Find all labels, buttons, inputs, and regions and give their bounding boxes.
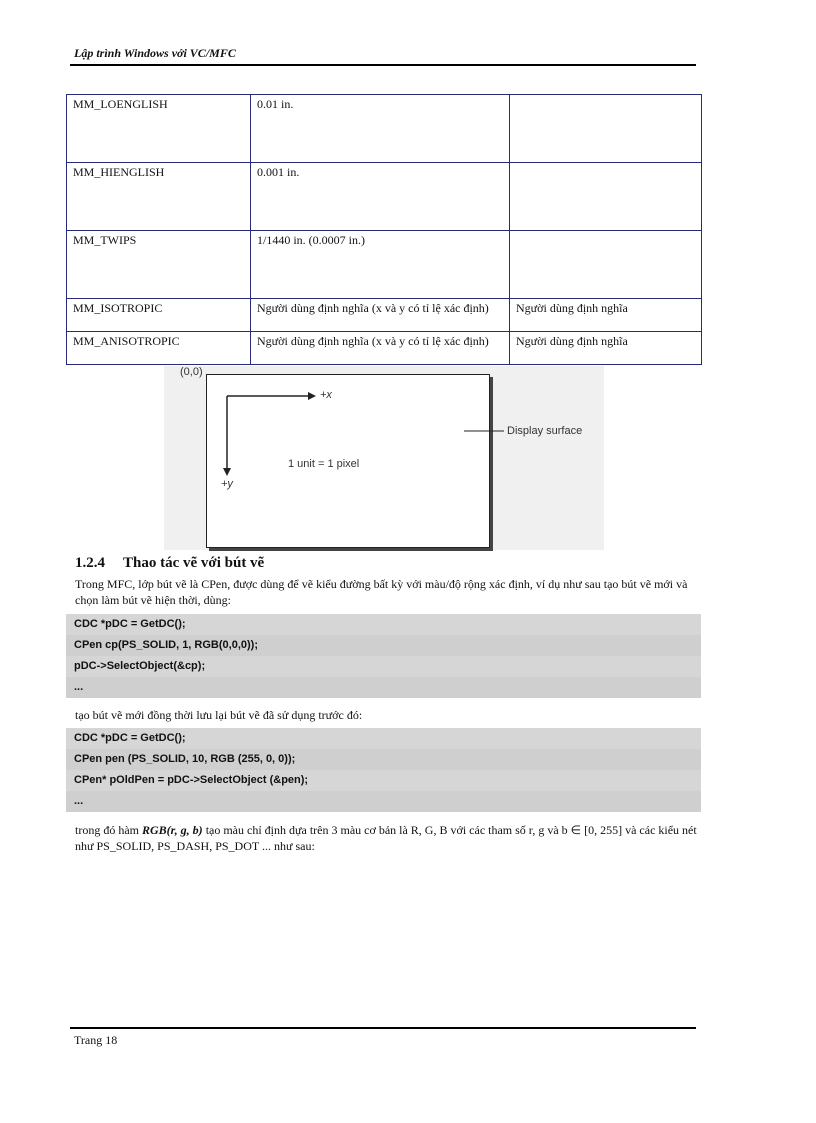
middle-paragraph: tạo bút vẽ mới đồng thời lưu lại bút vẽ đã sử dụng trước đó: <box>75 708 363 722</box>
table-row <box>67 95 702 163</box>
table-cell-unit: Người dùng định nghĩa (x và y có tỉ lệ xác định) <box>251 332 510 365</box>
table-cell-orientation <box>510 95 702 163</box>
axes-drawing <box>164 366 604 550</box>
x-axis-label: +x <box>320 389 332 401</box>
page-number: Trang 18 <box>74 1033 118 1047</box>
table-row <box>67 299 702 332</box>
page-header-title: Lập trình Windows với VC/MFC <box>74 46 236 60</box>
table-cell-mode: MM_LOENGLISH <box>67 95 251 163</box>
coordinate-diagram <box>164 366 604 550</box>
section-heading <box>75 555 264 572</box>
code-block-1 <box>66 614 701 698</box>
code-line: ... <box>66 677 701 698</box>
section-title: Thao tác vẽ với bút vẽ <box>123 555 265 571</box>
table-row <box>67 163 702 231</box>
header-divider <box>70 64 696 66</box>
code-line: CDC *pDC = GetDC(); <box>74 618 186 630</box>
table-row <box>67 332 702 365</box>
code-line: ... <box>66 791 701 812</box>
table-cell-mode: MM_HIENGLISH <box>67 163 251 231</box>
code-line: CPen* pOldPen = pDC->SelectObject (&pen); <box>74 774 309 786</box>
unit-label: 1 unit = 1 pixel <box>288 458 360 470</box>
outro-suffix: tạo màu chỉ định dựa trên 3 màu cơ bản là R, G, B với các tham số r, g và b ∈ [0, 255] và các kiểu nét như PS_SOLID, PS_DASH, PS_DOT ... như sau: <box>75 823 697 853</box>
code-line: CPen pen (PS_SOLID, 10, RGB (255, 0, 0)); <box>66 749 701 770</box>
code-block-2 <box>66 728 701 812</box>
table-cell-mode: MM_ISOTROPIC <box>67 299 251 332</box>
rgb-function: RGB(r, g, b) <box>142 823 203 837</box>
table-cell-orientation <box>510 231 702 299</box>
display-surface-label: Display surface <box>507 425 583 437</box>
table-cell-unit: Người dùng định nghĩa (x và y có tỉ lệ xác định) <box>251 299 510 332</box>
table-cell-mode: MM_ANISOTROPIC <box>67 332 251 365</box>
table-cell-unit: 1/1440 in. (0.0007 in.) <box>251 231 510 299</box>
code-line: CPen cp(PS_SOLID, 1, RGB(0,0,0)); <box>66 635 701 656</box>
y-axis-arrowhead <box>223 468 231 476</box>
mapping-mode-table <box>66 94 702 365</box>
table-row <box>67 231 702 299</box>
table-cell-mode: MM_TWIPS <box>67 231 251 299</box>
x-axis-arrowhead <box>308 392 316 400</box>
table-cell-unit: 0.01 in. <box>251 95 510 163</box>
code-line: CDC *pDC = GetDC(); <box>74 732 186 744</box>
table-cell-orientation <box>510 163 702 231</box>
table-cell-orientation: Người dùng định nghĩa <box>510 332 702 365</box>
outro-paragraph <box>75 822 697 854</box>
origin-label: (0,0) <box>180 366 203 378</box>
intro-paragraph: Trong MFC, lớp bút vẽ là CPen, được dùng để vẽ kiểu đường bất kỳ với màu/độ rộng xác định, ví dụ như sau tạo bút vẽ mới và chọn làm bút vẽ hiện thời, dùng: <box>75 577 688 607</box>
section-number: 1.2.4 <box>75 555 105 571</box>
footer-divider <box>70 1027 696 1029</box>
outro-prefix: trong đó hàm <box>75 823 142 837</box>
code-line: pDC->SelectObject(&cp); <box>74 660 206 672</box>
y-axis-label: +y <box>221 478 233 490</box>
table-cell-unit: 0.001 in. <box>251 163 510 231</box>
table-cell-orientation: Người dùng định nghĩa <box>510 299 702 332</box>
